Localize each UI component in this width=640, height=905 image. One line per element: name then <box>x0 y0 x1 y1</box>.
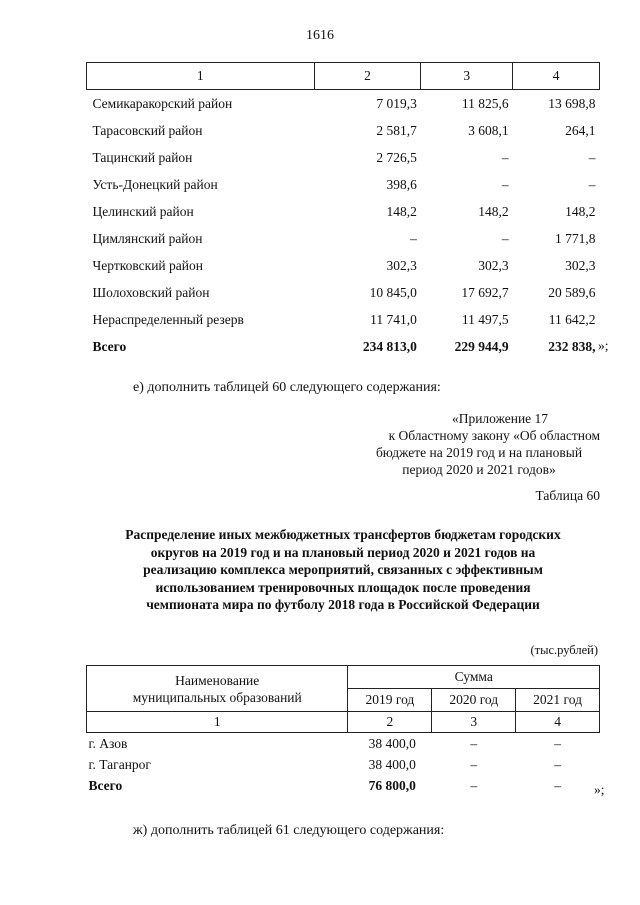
total-2020: 229 944,9 <box>454 338 509 354</box>
district-name: Чертковский район <box>92 257 203 273</box>
column-number-4: 4 <box>516 712 600 733</box>
total-label: Всего <box>92 338 127 354</box>
table-row <box>87 225 600 252</box>
title-line: чемпионата мира по футболу 2018 года в Российской Федерации <box>146 597 540 612</box>
value-2019: 7 019,3 <box>376 95 417 111</box>
total-2021: – <box>554 777 561 793</box>
value-2021: 11 642,2 <box>548 311 596 327</box>
year-header: 2020 год <box>432 689 516 712</box>
value-2021: 13 698,8 <box>548 95 596 111</box>
district-name: Тацинский район <box>92 149 193 165</box>
column-number-4: 4 <box>513 63 600 90</box>
column-number-2: 2 <box>314 63 421 90</box>
title-line: использованием тренировочных площадок после проведения <box>155 579 531 595</box>
column-number-1: 1 <box>87 712 348 733</box>
table-title <box>86 526 600 614</box>
value-2020: 17 692,7 <box>461 284 509 300</box>
value-2019: 38 400,0 <box>368 756 416 772</box>
column-number-1: 1 <box>87 63 315 90</box>
value-2021: – <box>588 176 596 192</box>
table-row <box>87 198 600 225</box>
total-2021: 232 838, <box>548 338 596 354</box>
instruction-zh: ж) дополнить таблицей 61 следующего содержания: <box>133 823 445 838</box>
total-row <box>87 333 600 360</box>
value-2020: 302,3 <box>478 257 509 273</box>
total-2019: 234 813,0 <box>362 338 417 354</box>
column-number-3: 3 <box>421 63 513 90</box>
district-name: Цимлянский район <box>92 230 203 246</box>
table-row <box>87 171 600 198</box>
table-row <box>87 306 600 333</box>
district-name: Целинский район <box>92 203 194 219</box>
value-2021: 264,1 <box>565 122 596 138</box>
value-2020: 11 825,6 <box>461 95 509 111</box>
closing-quote: »; <box>594 782 605 797</box>
header-line: муниципальных образований <box>132 689 302 705</box>
value-2019: 2 726,5 <box>376 149 417 165</box>
total-label: Всего <box>88 777 123 793</box>
district-name: Тарасовский район <box>92 122 203 138</box>
table-row <box>87 144 600 171</box>
units-label: (тыс.рублей) <box>530 643 598 657</box>
value-2019: 302,3 <box>386 257 417 273</box>
district-name: Усть-Донецкий район <box>92 176 218 192</box>
municipality-name: г. Таганрог <box>88 756 151 772</box>
district-name: Семикаракорский район <box>92 95 233 111</box>
appendix-line: бюджете на 2019 год и на плановый <box>375 445 583 460</box>
value-2019: 10 845,0 <box>369 284 417 300</box>
total-2020: – <box>470 777 478 793</box>
value-2020: – <box>501 176 509 192</box>
value-2021: – <box>554 756 561 772</box>
value-2020: – <box>470 756 478 772</box>
value-2019: 148,2 <box>386 203 417 219</box>
closing-quote: »; <box>598 338 609 353</box>
table-number: Таблица 60 <box>535 488 600 503</box>
value-2019: – <box>410 230 417 246</box>
value-2021: 148,2 <box>565 203 596 219</box>
title-line: округов на 2019 год и на плановый период 2020 и 2021 годов на <box>150 544 536 560</box>
value-2021: 1 771,8 <box>555 230 596 246</box>
municipality-name: г. Азов <box>88 735 128 751</box>
value-2020: 3 608,1 <box>468 122 509 138</box>
transfers-table <box>86 665 600 796</box>
table-row <box>87 754 600 775</box>
value-2020: – <box>470 735 478 751</box>
value-2020: – <box>501 149 509 165</box>
total-2019: 76 800,0 <box>368 777 416 793</box>
title-line: Распределение иных межбюджетных трансфертов бюджетам городских <box>125 527 561 542</box>
total-row <box>87 775 600 796</box>
value-2020: 11 497,5 <box>461 311 509 327</box>
page-number: 1616 <box>306 28 334 43</box>
year-header: 2019 год <box>348 689 432 712</box>
year-header: 2021 год <box>516 689 600 712</box>
instruction-e: е) дополнить таблицей 60 следующего содержания: <box>133 380 441 395</box>
table-row <box>87 733 600 755</box>
district-name: Нераспределенный резерв <box>92 311 244 327</box>
column-number-3: 3 <box>432 712 516 733</box>
title-line: реализацию комплекса мероприятий, связанных с эффективным <box>143 562 543 577</box>
appendix-line: период 2020 и 2021 годов» <box>402 462 556 477</box>
table-row <box>87 252 600 279</box>
value-2019: 2 581,7 <box>376 122 417 138</box>
value-2021: 302,3 <box>565 257 596 273</box>
sum-header: Сумма <box>348 666 600 689</box>
column-number-2: 2 <box>348 712 432 733</box>
table-header-row <box>87 63 600 90</box>
table-row <box>87 90 600 118</box>
value-2019: 38 400,0 <box>368 735 416 751</box>
value-2021: 20 589,6 <box>548 284 596 300</box>
value-2019: 398,6 <box>386 176 417 192</box>
value-2020: 148,2 <box>478 203 509 219</box>
value-2019: 11 741,0 <box>370 311 417 327</box>
appendix-header <box>340 410 600 478</box>
appendix-line: к Областному закону «Об областном <box>388 428 600 443</box>
table-row <box>87 117 600 144</box>
municipality-header <box>87 666 348 712</box>
header-line: Наименование <box>175 672 260 688</box>
district-name: Шолоховский район <box>92 284 210 300</box>
value-2021: – <box>554 735 561 751</box>
value-2020: – <box>501 230 509 246</box>
appendix-title: «Приложение 17 <box>451 411 549 426</box>
value-2021: – <box>588 149 596 165</box>
district-allocation-table <box>86 62 600 360</box>
table-row <box>87 279 600 306</box>
